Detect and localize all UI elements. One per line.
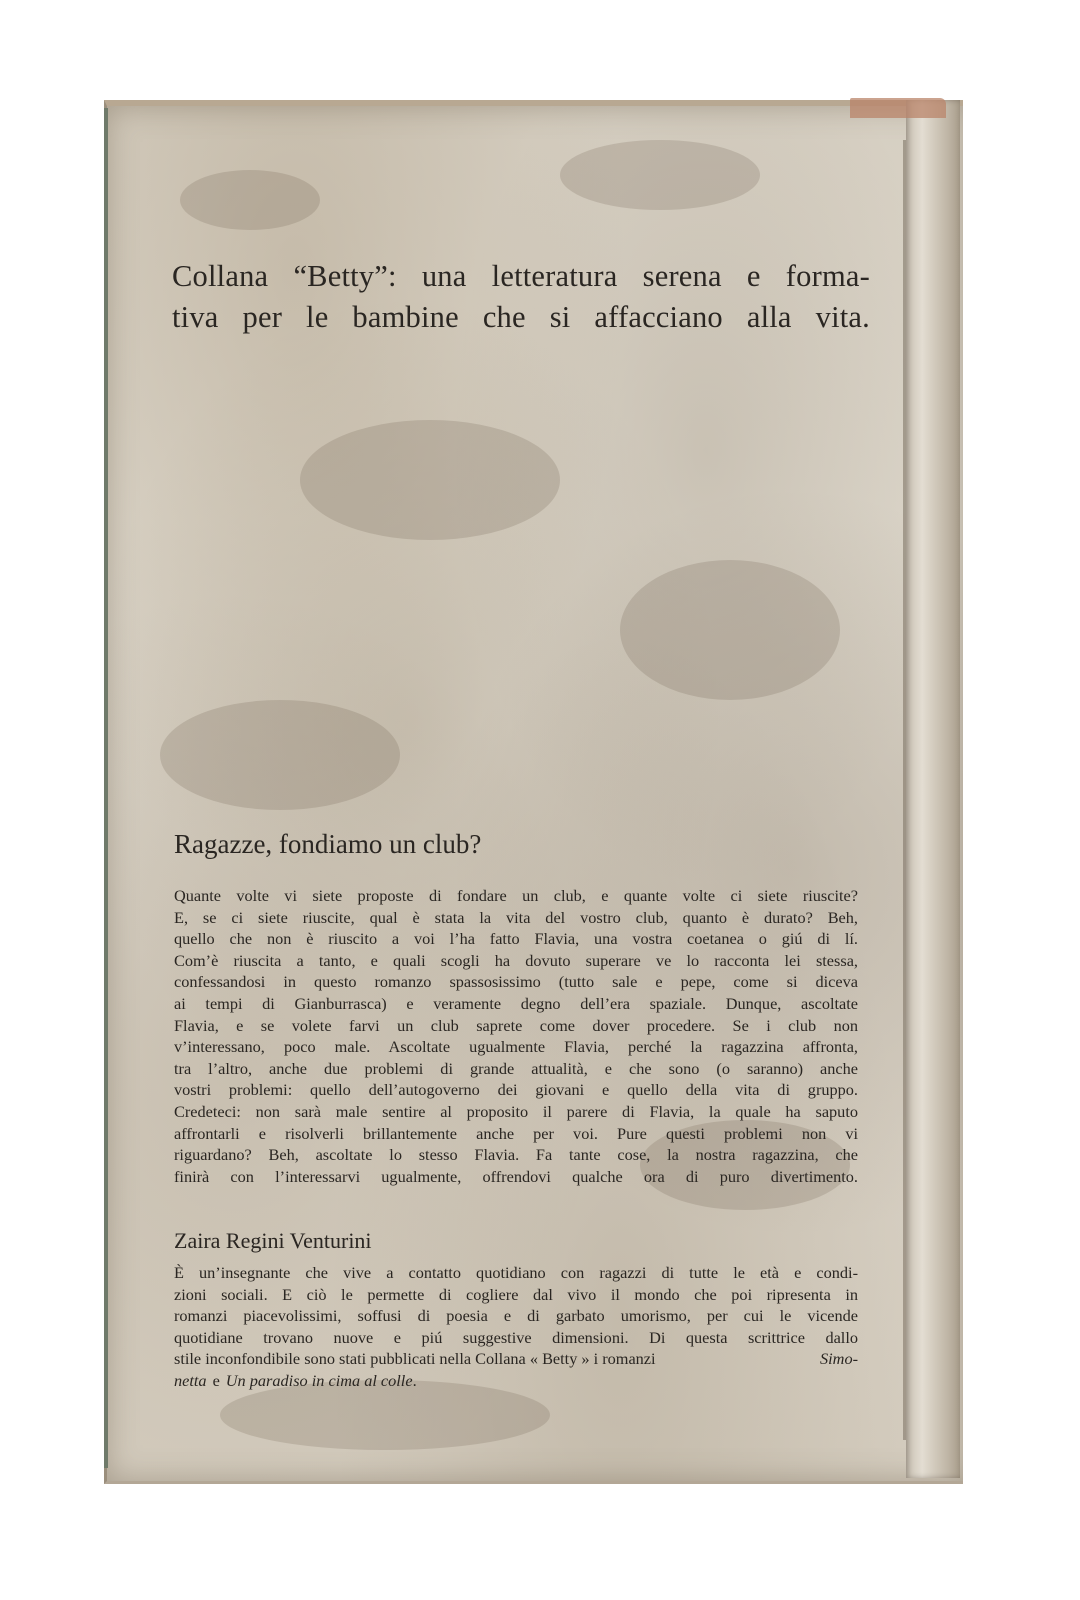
headline-line: tiva per le bambine che si affacciano alla vita. xyxy=(172,300,870,334)
description-line: E, se ci siete riuscite, qual è stata la vita del vostro club, quanto è durato? Beh, xyxy=(174,907,858,927)
stain xyxy=(180,170,320,230)
book-title: Ragazze, fondiamo un club? xyxy=(174,829,482,859)
spine-fold xyxy=(903,140,906,1440)
stain xyxy=(620,560,840,700)
author-bio xyxy=(174,1262,858,1392)
headline-line: Collana “Betty”: una letteratura serena e forma- xyxy=(172,259,870,293)
stain xyxy=(160,700,400,810)
stain xyxy=(300,420,560,540)
description-line: tra l’altro, anche due problemi di grande attualità, e che sono (o saranno) anche xyxy=(174,1058,858,1078)
description-line: finirà con l’interessarvi ugualmente, offrendovi qualche ora di puro divertimento. xyxy=(174,1166,858,1186)
stain xyxy=(560,140,760,210)
author-name: Zaira Regini Venturini xyxy=(174,1228,372,1253)
description-line: Com’è riuscita a tanto, e quali scogli ha dovuto superare ve lo racconta lei stessa, xyxy=(174,950,858,970)
description-line: confessandosi in questo romanzo spassosissimo (tutto sale e pepe, come si diceva xyxy=(174,972,858,992)
description-line: Credeteci: non sarà male sentire al proposito il parere di Flavia, la quale ha saputo xyxy=(174,1101,858,1121)
description-line: quello che non è riuscito a voi l’ha fatto Flavia, una vostra coetanea o giú di lí. xyxy=(174,929,858,949)
bio-line: zioni sociali. E ciò le permette di cogliere dal vivo il mondo che poi ripresenta in xyxy=(174,1284,858,1304)
description-line: affrontarli e risolverli brillantemente anche per voi. Pure questi problemi non vi xyxy=(174,1123,858,1143)
bio-line: È un’insegnante che vive a contatto quotidiano con ragazzi di tutte le età e condi- xyxy=(174,1263,858,1282)
bio-line: romanzi piacevolissimi, soffusi di poesia e di garbato umorismo, per cui le vicende xyxy=(174,1306,858,1326)
series-headline xyxy=(172,256,870,338)
worn-corner xyxy=(850,98,946,118)
description-line: riguardano? Beh, ascoltate lo stesso Flavia. Fa tante cose, la nostra ragazzina, che xyxy=(174,1145,858,1165)
description-line: Quante volte vi siete proposte di fondare un club, e quante volte ci siete riuscite? xyxy=(174,886,858,905)
bio-title-italic: Simo- xyxy=(820,1349,858,1369)
bio-line: quotidiane trovano nuove e piú suggestive dimensioni. Di questa scrittrice dallo xyxy=(174,1327,858,1347)
description-line: ai tempi di Gianburrasca) e veramente degno dell’era spaziale. Dunque, ascoltate xyxy=(174,993,858,1013)
bio-line-text: stile inconfondibile sono stati pubblicati nella Collana « Betty » i romanzi xyxy=(174,1349,656,1369)
book-spine xyxy=(906,100,960,1478)
description-line: v’interessano, poco male. Ascoltate ugualmente Flavia, perché la ragazzina affronta, xyxy=(174,1037,858,1057)
description-line: Flavia, e se volete farvi un club saprete come dover procedere. Se i club non xyxy=(174,1015,858,1035)
bio-title-italic: Un paradiso in cima al colle xyxy=(225,1370,413,1390)
bio-line xyxy=(174,1370,858,1392)
bio-period: . xyxy=(412,1370,417,1390)
book-description xyxy=(174,885,858,1187)
bio-title-italic: netta xyxy=(174,1370,207,1390)
bio-conjunction: e xyxy=(212,1370,220,1390)
bio-line xyxy=(174,1348,858,1370)
cover-left-edge xyxy=(104,108,108,1468)
description-line: vostri problemi: quello dell’autogoverno dei giovani e quello della vita di gruppo. xyxy=(174,1080,858,1100)
